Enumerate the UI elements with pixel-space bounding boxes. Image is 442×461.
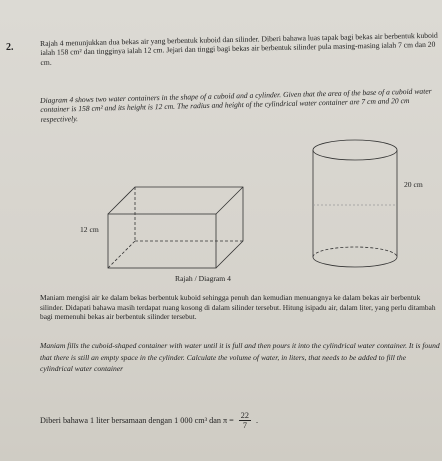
given-info xyxy=(40,411,258,430)
english-task-text: Maniam fills the cuboid-shaped container with water until it is full and then pours it into the cylindrical water container. It is found that there is still an empty space in the cylinder. Calculate the volume of water, in liters, that needs to be added to fill the cylindrical water container xyxy=(40,341,440,373)
malay-task-text: Maniam mengisi air ke dalam bekas berbentuk kuboid sehingga penuh dan kemudian menuangnya ke dalam bekas air berbentuk silinder. Didapati bahawa masih terdapat ruang kosong di dalam silinder tersebut. Hitung isipadu air, dalam liter, yang perlu ditambah bagi memenuhi bekas air berbentuk silinder tersebut. xyxy=(40,293,436,322)
question-number: 2. xyxy=(6,42,14,53)
pi-fraction xyxy=(239,411,251,430)
figure-caption: Rajah / Diagram 4 xyxy=(175,274,231,283)
english-intro-text: Diagram 4 shows two water containers in the shape of a cuboid and a cylinder. Given that the area of the base of a cuboid water container is 158 cm² and its height is 12 cm. The radius and height of the cylindrical water container are 7 cm and 20 cm respectively. xyxy=(40,86,432,124)
cylinder-height-label: 20 cm xyxy=(404,180,423,189)
malay-intro-text: Rajah 4 menunjukkan dua bekas air yang berbentuk kuboid dan silinder. Diberi bahawa luas tapak bagi bekas air berbentuk kuboid ialah 158 cm² dan tingginya ialah 12 cm. Jejari dan tinggi bagi bekas air berbentuk silinder pula masing-masing ialah 7 cm dan 20 cm. xyxy=(40,30,438,67)
cuboid-height-label: 12 cm xyxy=(80,225,99,234)
pi-numerator: 22 xyxy=(240,411,249,420)
pi-denominator: 7 xyxy=(242,421,247,430)
given-end: . xyxy=(255,416,258,425)
given-text: Diberi bahawa 1 liter bersamaan dengan 1 000 cm³ dan π = xyxy=(40,416,234,425)
